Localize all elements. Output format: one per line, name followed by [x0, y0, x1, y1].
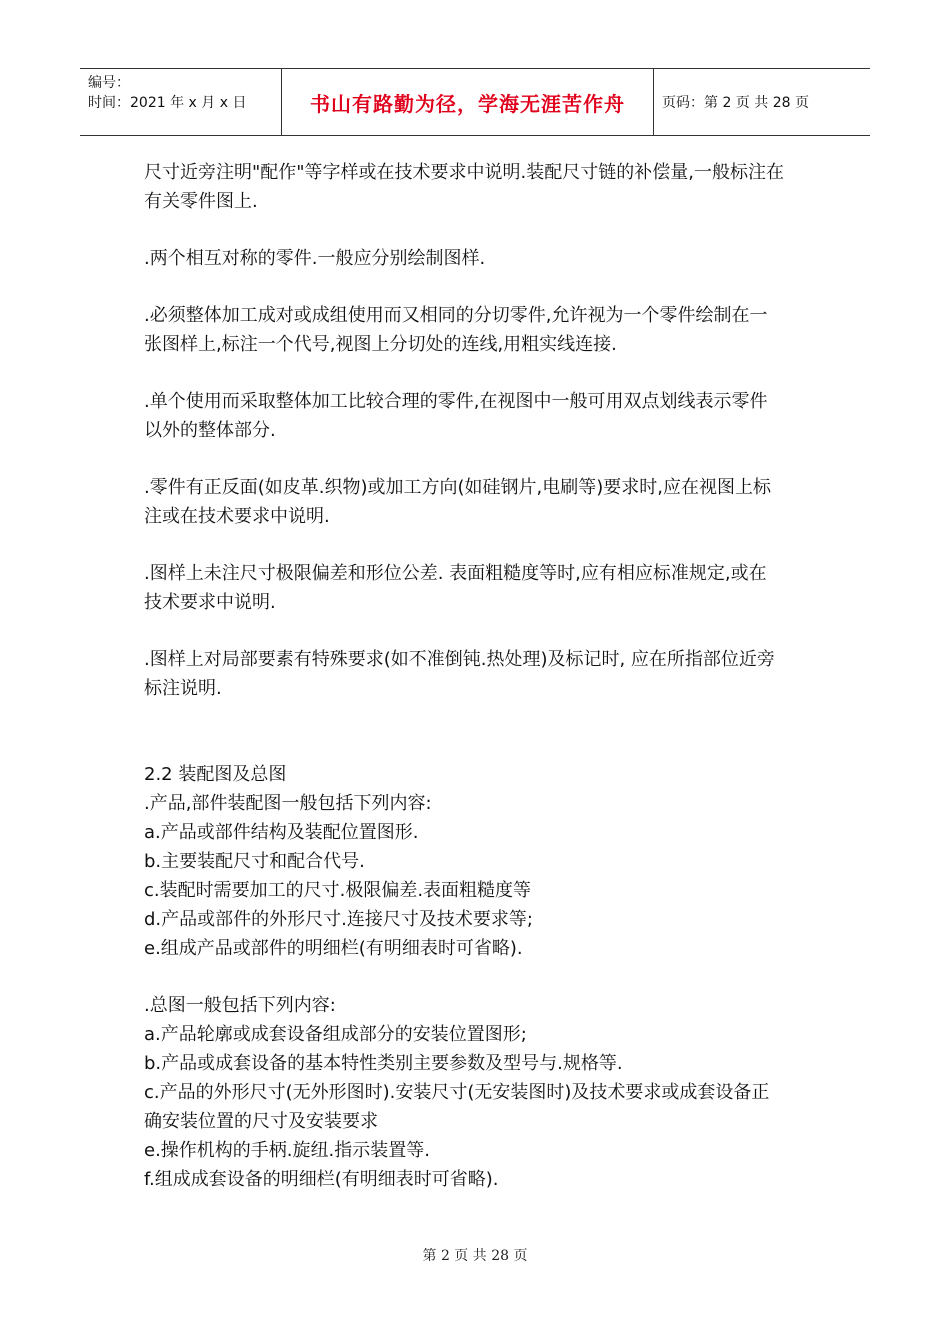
assembly-intro: .产品,部件装配图一般包括下列内容: [144, 793, 432, 814]
general-item-e: e.操作机构的手柄.旋纽.指示装置等. [144, 1140, 430, 1161]
paragraph-6: .图样上未注尺寸极限偏差和形位公差. 表面粗糙度等时,应有相应标准规定,或在技术要求中说明. [144, 563, 767, 613]
document-number-label: 编号： [88, 75, 130, 91]
page-header [80, 68, 870, 136]
assembly-item-b: b.主要装配尺寸和配合代号. [144, 851, 365, 872]
section-title: 2.2 装配图及总图 [144, 764, 287, 785]
assembly-item-c: c.装配时需要加工的尺寸.极限偏差.表面粗糙度等 [144, 880, 532, 901]
header-motto: 书山有路勤为径，学海无涯苦作舟 [282, 69, 654, 135]
general-item-f: f.组成成套设备的明细栏(有明细表时可省略). [144, 1169, 499, 1190]
page-footer: 第 2 页 共 28 页 [422, 1248, 528, 1264]
paragraph-5: .零件有正反面(如皮革.织物)或加工方向(如硅钢片,电刷等)要求时,应在视图上标注或在技术要求中说明. [144, 477, 771, 527]
general-item-a: a.产品轮廓或成套设备组成部分的安装位置图形; [144, 1024, 527, 1045]
paragraph-2: .两个相互对称的零件.一般应分别绘制图样. [144, 248, 486, 269]
paragraph-1: 尺寸近旁注明"配作"等字样或在技术要求中说明.装配尺寸链的补偿量,一般标注在有关零件图上. [144, 162, 784, 212]
header-page-info: 页码：第 2 页 共 28 页 [662, 95, 809, 111]
header-meta [80, 69, 282, 135]
paragraph-3: .必须整体加工成对或成组使用而又相同的分切零件,允许视为一个零件绘制在一张图样上,标注一个代号,视图上分切处的连线,用粗实线连接. [144, 305, 768, 355]
general-intro: .总图一般包括下列内容: [144, 995, 336, 1016]
paragraph-7: .图样上对局部要素有特殊要求(如不准倒钝.热处理)及标记时, 应在所指部位近旁标注说明. [144, 649, 775, 699]
document-date-label: 时间：2021 年 x 月 x 日 [88, 95, 247, 111]
general-item-b: b.产品或成套设备的基本特性类别主要参数及型号与.规格等. [144, 1053, 623, 1074]
document-body [144, 158, 784, 1194]
assembly-item-a: a.产品或部件结构及装配位置图形. [144, 822, 419, 843]
paragraph-4: .单个使用而采取整体加工比较合理的零件,在视图中一般可用双点划线表示零件以外的整体部分. [144, 391, 768, 441]
general-item-c: c.产品的外形尺寸(无外形图时).安装尺寸(无安装图时)及技术要求或成套设备正确安装位置的尺寸及安装要求 [144, 1082, 770, 1132]
assembly-item-e: e.组成产品或部件的明细栏(有明细表时可省略). [144, 938, 523, 959]
assembly-item-d: d.产品或部件的外形尺寸.连接尺寸及技术要求等; [144, 909, 533, 930]
